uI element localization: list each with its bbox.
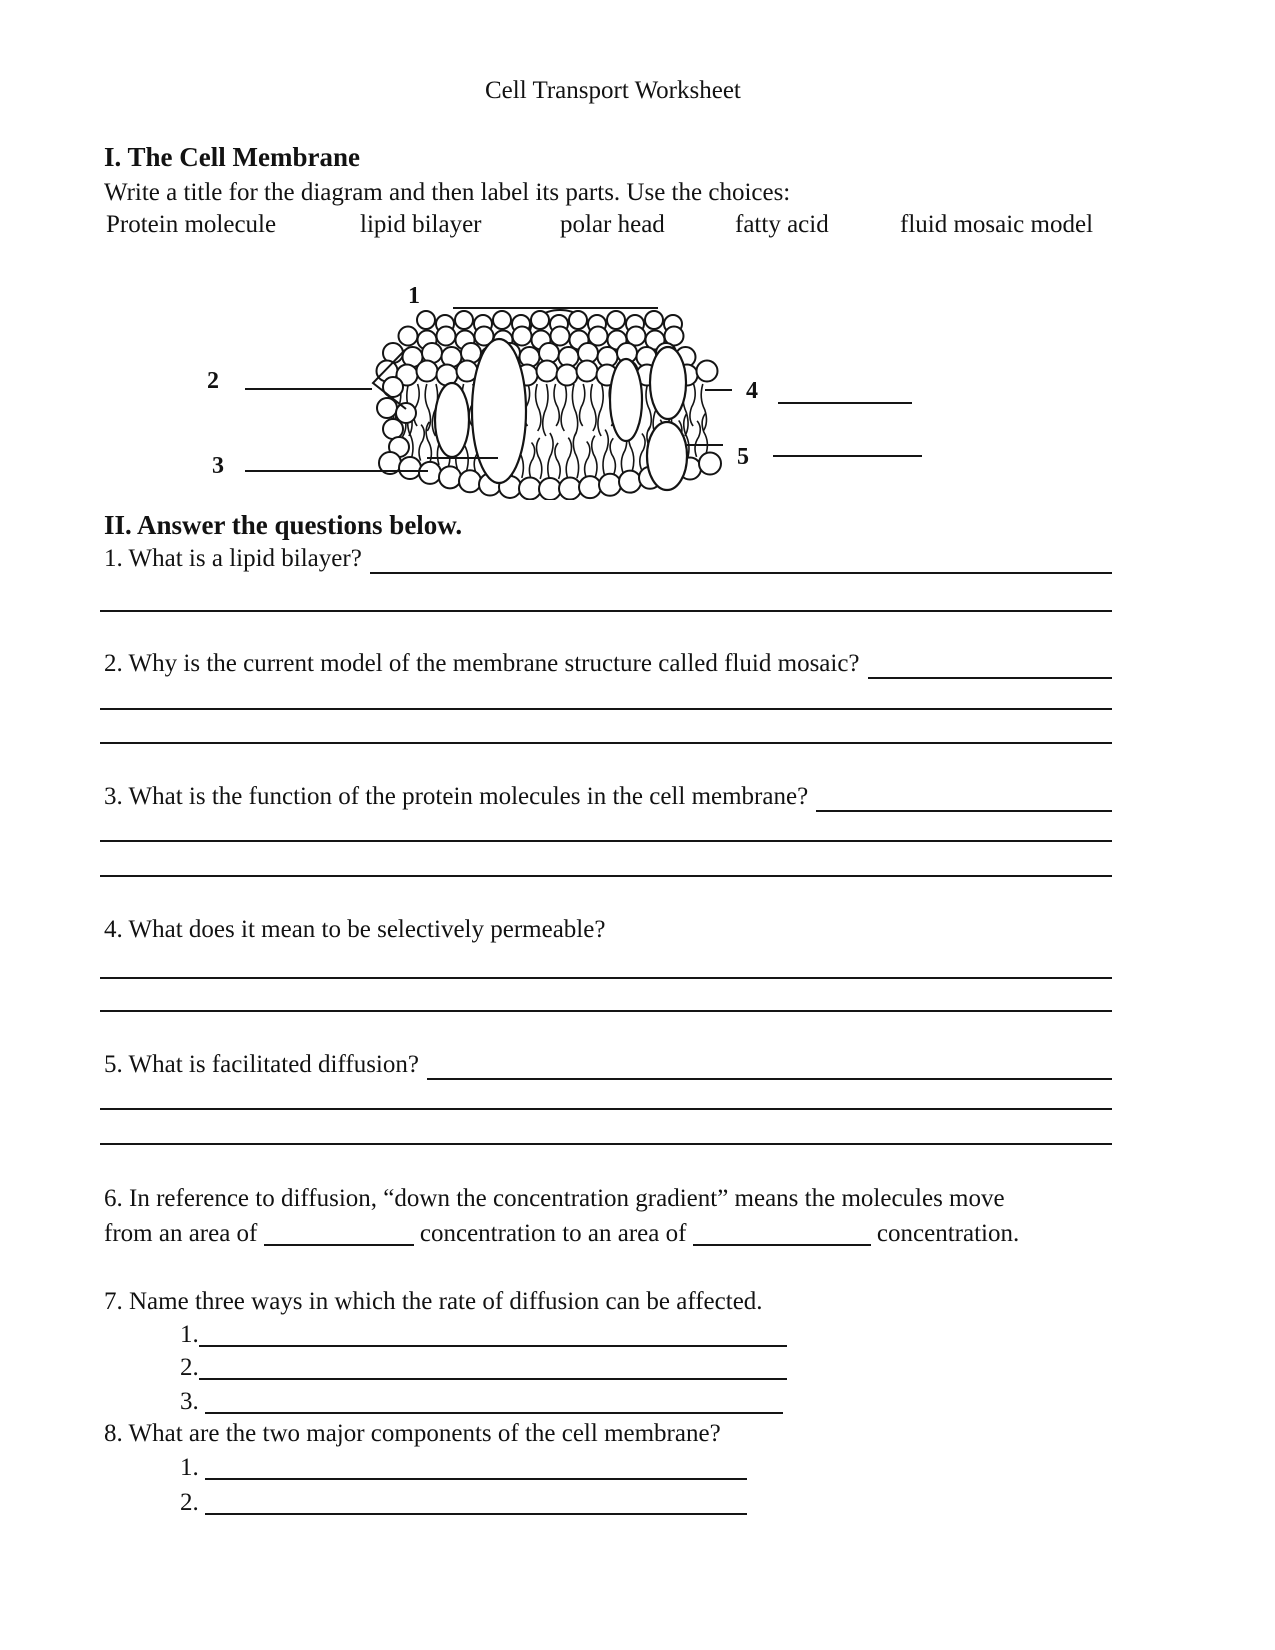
question-7-item-2 <box>180 1352 787 1384</box>
item-number: 2. <box>180 1354 199 1381</box>
item-number: 2. <box>180 1489 199 1516</box>
word-bank-item-protein-molecule: Protein molecule <box>106 211 277 238</box>
question-8-item-2 <box>180 1487 747 1519</box>
word-bank-item-fatty-acid: fatty acid <box>735 211 829 238</box>
section2-heading: II. Answer the questions below. <box>104 510 463 540</box>
question-1 <box>104 543 1112 575</box>
item-number: 1. <box>180 1321 199 1348</box>
fill-in-blank <box>205 1453 747 1480</box>
answer-line <box>100 610 1112 612</box>
question-6-text-b: concentration to an area of <box>419 1220 687 1247</box>
question-3-text: 3. What is the function of the protein molecules in the cell membrane? <box>104 783 809 810</box>
item-number: 3. <box>180 1388 199 1415</box>
question-7: 7. Name three ways in which the rate of diffusion can be affected. <box>104 1288 763 1315</box>
fill-in-blank <box>264 1219 414 1246</box>
answer-blank <box>816 781 1112 812</box>
question-6-text-c: concentration. <box>876 1220 1020 1247</box>
word-bank-item-lipid-bilayer: lipid bilayer <box>360 211 482 238</box>
page-title: Cell Transport Worksheet <box>485 77 741 104</box>
answer-line <box>100 977 1112 979</box>
answer-line <box>100 1010 1112 1012</box>
answer-line <box>100 1108 1112 1110</box>
question-5 <box>104 1049 1112 1081</box>
answer-blank <box>370 543 1112 574</box>
diagram-label-2: 2 <box>207 368 219 394</box>
question-6-line2 <box>104 1218 1019 1250</box>
word-bank-item-fluid-mosaic-model: fluid mosaic model <box>900 211 1094 238</box>
answer-line <box>100 1143 1112 1145</box>
answer-blank <box>427 1049 1112 1080</box>
question-7-item-1 <box>180 1319 787 1351</box>
diagram-label-5: 5 <box>737 444 749 470</box>
question-4: 4. What does it mean to be selectively permeable? <box>104 916 606 943</box>
answer-line <box>100 840 1112 842</box>
fill-in-blank <box>199 1353 787 1380</box>
question-5-text: 5. What is facilitated diffusion? <box>104 1051 419 1078</box>
question-2-text: 2. Why is the current model of the membrane structure called fluid mosaic? <box>104 650 860 677</box>
question-7-item-3 <box>180 1386 783 1418</box>
answer-line <box>100 875 1112 877</box>
item-number: 1. <box>180 1454 199 1481</box>
question-6-text-a: from an area of <box>104 1220 258 1247</box>
answer-line <box>100 708 1112 710</box>
question-6-line1: 6. In reference to diffusion, “down the concentration gradient” means the molecules move <box>104 1185 1005 1212</box>
question-3 <box>104 781 1112 813</box>
fill-in-blank <box>205 1488 747 1515</box>
answer-line <box>100 742 1112 744</box>
fill-in-blank <box>199 1320 787 1347</box>
diagram-label-3: 3 <box>212 453 224 479</box>
question-8: 8. What are the two major components of the cell membrane? <box>104 1420 721 1447</box>
diagram-label-4: 4 <box>746 378 758 404</box>
section1-instructions: Write a title for the diagram and then label its parts. Use the choices: <box>104 179 791 206</box>
diagram-label-1: 1 <box>408 283 420 309</box>
section1-heading: I. The Cell Membrane <box>104 142 360 172</box>
answer-blank <box>868 648 1112 679</box>
fill-in-blank <box>205 1387 783 1414</box>
question-2 <box>104 648 1112 680</box>
word-bank-item-polar-head: polar head <box>560 211 665 238</box>
question-1-text: 1. What is a lipid bilayer? <box>104 545 362 572</box>
question-8-item-1 <box>180 1452 747 1484</box>
fill-in-blank <box>693 1219 871 1246</box>
